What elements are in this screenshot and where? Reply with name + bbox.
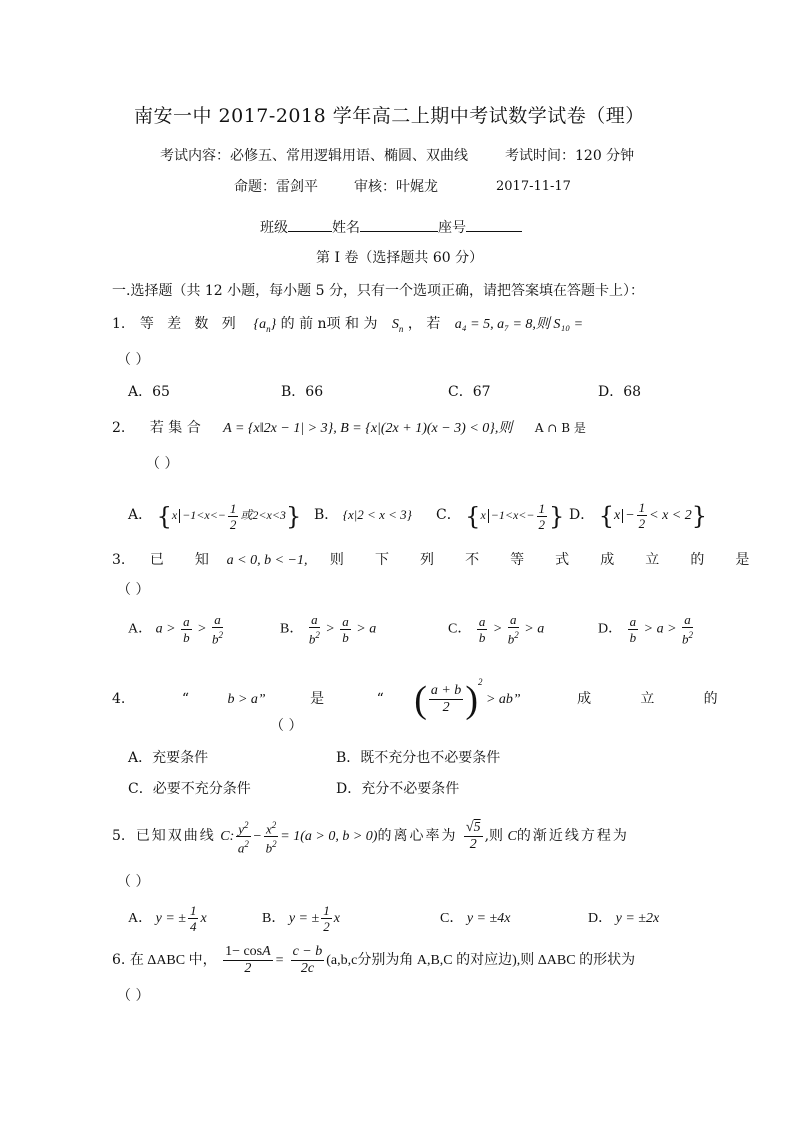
q5-number: 5.: [112, 828, 126, 844]
q1-seq: $\{a_n\}$: [253, 317, 277, 334]
q5-eccentricity: $\frac{√5}{2}$: [465, 820, 481, 853]
q3-text: 已 知: [149, 552, 223, 568]
q5-text-a: 已知双曲线: [135, 828, 216, 844]
q1-text-b: 的 前 n项 和 为: [280, 316, 378, 332]
q2-number: 2.: [112, 420, 126, 436]
seat-label: 座号: [438, 220, 466, 236]
q4-cond-1: b > a”: [227, 692, 266, 707]
q2-option-b[interactable]: B． {x|2 < x < 3}: [314, 507, 412, 523]
q2-stem: [112, 418, 586, 439]
q3-option-a[interactable]: A． a > $\frac{a}{b}$ > $\frac{a}{b^2}$: [128, 612, 224, 647]
q4-option-c[interactable]: C．必要不充分条件: [128, 781, 251, 797]
q3-tail: 则 下 列 不 等 式 成 立 的 是: [329, 552, 763, 568]
q1-number: 1.: [112, 316, 126, 332]
q6-number: 6.: [112, 952, 126, 968]
q4-is: 是: [310, 691, 325, 707]
q4-stem: [112, 660, 741, 721]
class-label: 班级: [260, 220, 288, 236]
q5-stem: 5. 已知双曲线 C: $\frac{y^2}{a^2}$ − $\frac{x^2}{b^2}$ = 1(a > 0, b > 0)的离心率为 $\frac{√5}{2}$ ,则 C的渐近线方程为: [112, 819, 629, 856]
q1-sn: $S_n$: [391, 317, 404, 334]
q6-text-a: 在 ΔABC 中，: [129, 953, 217, 968]
exam-author: 命题：雷剑平: [234, 179, 318, 195]
student-info-row: [260, 217, 522, 238]
q3-option-d[interactable]: D． $\frac{a}{b}$ > a > $\frac{a}{b^2}$: [598, 612, 694, 647]
q5-option-c[interactable]: C． y = ±4x: [440, 911, 511, 926]
q2-option-d[interactable]: D． {x − $\frac{1}{2}$ < x < 2}: [569, 500, 708, 532]
q4-quote-1: “: [181, 691, 189, 707]
q6-lhs: $\frac{1- \cos A}{2}$ =: [225, 944, 285, 977]
q2-text: 若 集 合: [149, 420, 201, 436]
q4-number: 4.: [112, 691, 126, 707]
q5-text-b: 的离心率为: [377, 828, 458, 844]
exam-date: 2017-11-17: [496, 179, 571, 194]
seat-field[interactable]: [466, 217, 522, 232]
q2-option-a[interactable]: A． {x −1<x<− $\frac{1}{2}$ 或2<x<3}: [128, 500, 302, 532]
q1-option-a[interactable]: A．65: [128, 384, 170, 400]
q5-text-d: 的渐近线方程为: [516, 828, 629, 844]
q3-stem: [112, 550, 763, 571]
q1-answer-paren: （ ）: [117, 352, 150, 368]
name-field[interactable]: [360, 217, 438, 232]
q2-tail: A ∩ B 是: [534, 421, 586, 435]
q1-option-d[interactable]: D．68: [598, 384, 642, 400]
exam-time: 考试时间：120 分钟: [505, 148, 635, 164]
q5-option-b[interactable]: B． y = ± $\frac{1}{2}$ x: [262, 903, 340, 935]
q1-condition: a₄ = 5, a₇ = 8,则 S₁₀ =: [454, 317, 584, 332]
page-title: 南安一中 2017-2018 学年高二上期中考试数学试卷（理）: [134, 105, 645, 127]
q3-option-b[interactable]: B． $\frac{a}{b^2}$ > $\frac{a}{b}$ > a: [280, 612, 377, 647]
q6-stem: [112, 942, 635, 978]
q3-option-c[interactable]: C． $\frac{a}{b}$ > $\frac{a}{b^2}$ > a: [448, 612, 545, 647]
q5-text-c: ,则: [484, 828, 504, 844]
q6-rhs: $\frac{c - b}{2c}$: [292, 944, 323, 977]
q4-cond-2: ( $\frac{a + b}{2}$ )$^2$ > ab”: [414, 677, 521, 721]
q2-sets: A = {x‖2x − 1| > 3}, B = {x|(2x + 1)(x − 3) < 0},则: [223, 421, 513, 436]
q4-option-a[interactable]: A．充要条件: [128, 750, 209, 766]
q2-answer-paren: （ ）: [146, 456, 179, 472]
q5-option-a[interactable]: A． y = ± $\frac{1}{4}$ x: [128, 903, 207, 935]
q5-equation: C: $\frac{y^2}{a^2}$ − $\frac{x^2}{b^2}$ = 1(a > 0, b > 0): [220, 819, 378, 856]
q3-answer-paren: （ ）: [117, 582, 150, 598]
q6-answer-paren: （ ）: [117, 988, 150, 1004]
q4-quote-2: “: [376, 691, 384, 707]
q1-option-c[interactable]: C．67: [448, 384, 491, 400]
q3-number: 3.: [112, 552, 126, 568]
volume-heading: 第 I 卷（选择题共 60 分）: [316, 250, 484, 266]
class-field[interactable]: [288, 217, 332, 232]
exam-content: 考试内容：必修五、常用逻辑用语、椭圆、双曲线: [160, 148, 468, 164]
q1-text-c: ， 若: [407, 316, 441, 332]
q5-option-d[interactable]: D． y = ±2x: [588, 911, 660, 926]
exam-reviewer: 审核：叶娓龙: [354, 179, 438, 195]
q4-tail: 成 立 的: [577, 691, 741, 707]
section-heading: 一.选择题（共 12 小题，每小题 5 分，只有一个选项正确，请把答案填在答题卡上）：: [112, 283, 644, 299]
q4-answer-paren: （ ）: [270, 718, 303, 734]
q1-option-b[interactable]: B．66: [281, 384, 324, 400]
q2-option-c[interactable]: C． {x −1<x<− $\frac{1}{2}$ }: [436, 500, 565, 532]
q1-stem: [112, 314, 583, 339]
q3-condition: a < 0, b < −1,: [226, 553, 308, 568]
q4-option-d[interactable]: D．充分不必要条件: [336, 781, 460, 797]
q5-answer-paren: （ ）: [117, 874, 150, 890]
q4-option-b[interactable]: B．既不充分也不必要条件: [336, 750, 501, 766]
q6-text-b: (a,b,c分别为角 A,B,C 的对应边),则 ΔABC 的形状为: [326, 953, 636, 968]
name-label: 姓名: [332, 220, 360, 236]
q1-text-a: 等差数列: [139, 316, 250, 332]
